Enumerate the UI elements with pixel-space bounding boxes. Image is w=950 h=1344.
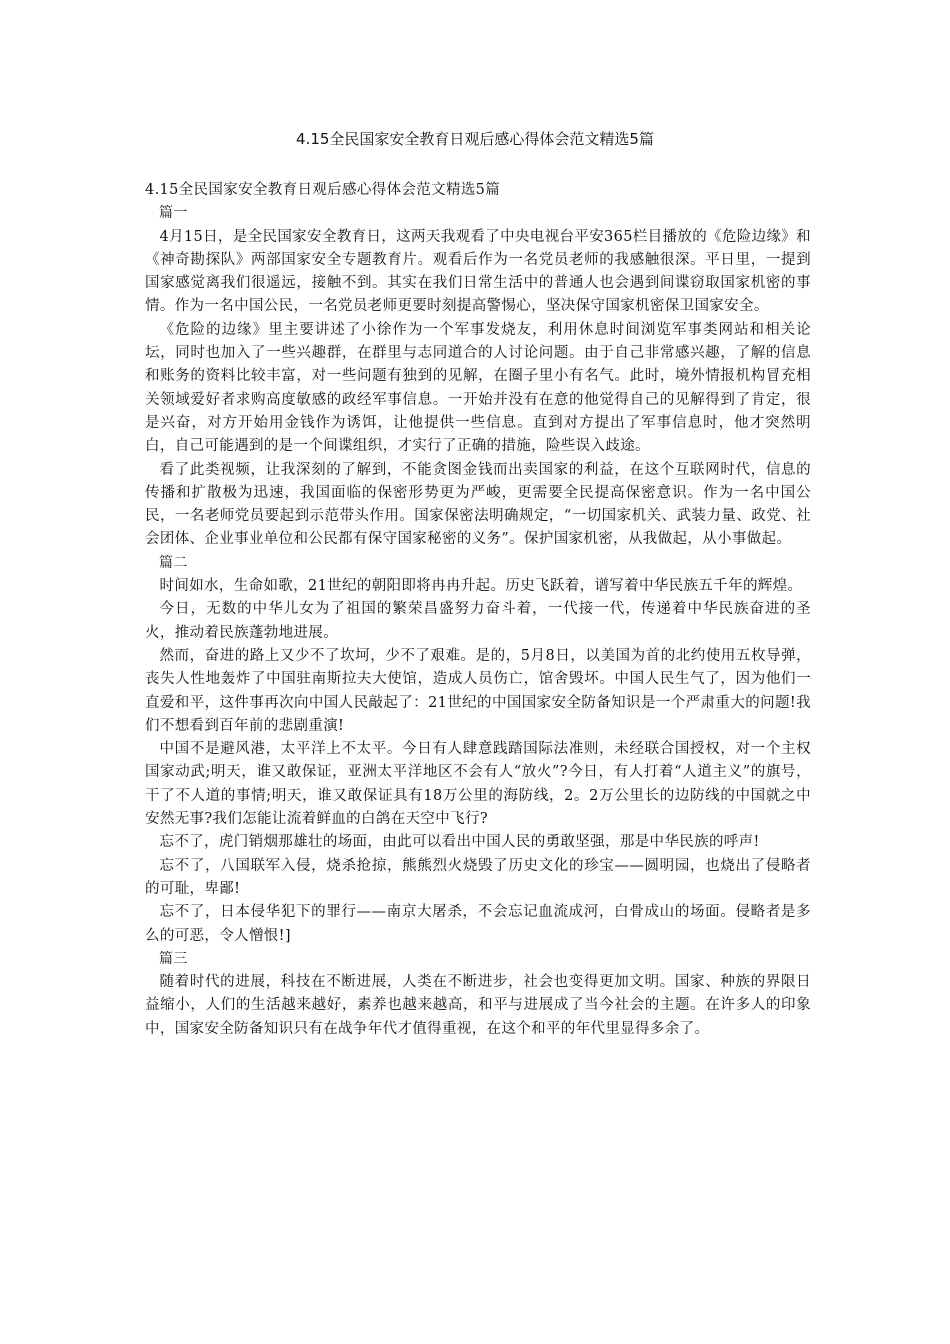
section-1-paragraph-1: 4月15日，是全民国家安全教育日，这两天我观看了中央电视台平安365栏目播放的《危险边缘》和《神奇勘探队》两部国家安全专题教育片。观看后作为一名党员老师的我感触很深。平日里，一提到国家感觉离我们很遥远，接触不到。其实在我们日常生活中的普通人也会遇到间谍窃取国家机密的事情。作为一名中国公民，一名党员老师更要时刻提高警惕心，坚决保守国家机密保卫国家安全。 [145,228,811,315]
section-1-paragraph-2: 《危险的边缘》里主要讲述了小徐作为一个军事发烧友，利用休息时间浏览军事类网站和相关论坛，同时也加入了一些兴趣群，在群里与志同道合的人讨论问题。由于自己非常感兴趣，了解的信息和账务的资料比较丰富，对一些问题有独到的见解，在圈子里小有名气。此时，境外情报机构冒充相关领域爱好者求购高度敏感的政经军事信息。一开始并没有在意的他觉得自己的见解得到了肯定，很是兴奋，对方开始用金钱作为诱饵，让他提供一些信息。直到对方提出了军事信息时，他才突然明白，自己可能遇到的是一个间谍组织，才实行了正确的措施，险些误入歧途。 [145,321,811,455]
section-2-paragraph-5: 忘不了，虎门销烟那雄壮的场面，由此可以看出中国人民的勇敢坚强，那是中华民族的呼声! [159,834,760,851]
section-heading-3: 篇三 [159,950,188,967]
section-3-paragraph-1: 随着时代的进展，科技在不断进展，人类在不断进步，社会也变得更加文明。国家、种族的界限日益缩小，人们的生活越来越好，素养也越来越高，和平与进展成了当今社会的主题。在许多人的印象中，国家安全防备知识只有在战争年代才值得重视，在这个和平的年代里显得多余了。 [145,974,811,1037]
section-2-paragraph-7: 忘不了，日本侵华犯下的罪行——南京大屠杀，不会忘记血流成河，白骨成山的场面。侵略者是多么的可恶，令人憎恨!] [145,904,811,944]
section-2-paragraph-3: 然而，奋进的路上又少不了坎坷，少不了艰难。是的，5月8日，以美国为首的北约使用五枚导弹，丧失人性地轰炸了中国驻南斯拉夫大使馆，造成人员伤亡，馆舍毁坏。中国人民生气了，因为他们一直爱和平，这件事再次向中国人民敲起了：21世纪的中国国家安全防备知识是一个严肃重大的问题!我们不想看到百年前的悲剧重演! [145,647,811,734]
section-heading-2: 篇二 [159,554,188,571]
section-1-paragraph-3: 看了此类视频，让我深刻的了解到，不能贪图金钱而出卖国家的利益，在这个互联网时代，信息的传播和扩散极为迅速，我国面临的保密形势更为严峻，更需要全民提高保密意识。作为一名中国公民，一名老师党员要起到示范带头作用。国家保密法明确规定，“一切国家机关、武装力量、政党、社会团体、企业事业单位和公民都有保守国家秘密的义务”。保护国家机密，从我做起，从小事做起。 [145,461,811,548]
document-body [145,179,811,1041]
document-title: 4.15全民国家安全教育日观后感心得体会范文精选5篇 [296,130,654,148]
section-2-paragraph-6: 忘不了，八国联军入侵，烧杀抢掠，熊熊烈火烧毁了历史文化的珍宝——圆明园，也烧出了侵略者的可耻，卑鄙! [145,857,811,897]
section-2-paragraph-4: 中国不是避风港，太平洋上不太平。今日有人肆意践踏国际法准则，未经联合国授权，对一个主权国家动武;明天，谁又敢保证，亚洲太平洋地区不会有人“放火”?今日，有人打着“人道主义”的旗号，干了不人道的事情;明天，谁又敢保证具有18万公里的海防线，2。2万公里长的边防线的中国就之中安然无事?我们怎能让流着鲜血的白鸽在天空中飞行? [145,741,811,828]
section-2-paragraph-1: 时间如水，生命如歌，21世纪的朝阳即将冉冉升起。历史飞跃着，谱写着中华民族五千年的辉煌。 [159,578,803,595]
section-heading-1: 篇一 [159,205,188,222]
document-subtitle: 4.15全民国家安全教育日观后感心得体会范文精选5篇 [145,182,501,198]
section-2-paragraph-2: 今日，无数的中华儿女为了祖国的繁荣昌盛努力奋斗着，一代接一代，传递着中华民族奋进的圣火，推动着民族蓬勃地进展。 [145,601,811,641]
